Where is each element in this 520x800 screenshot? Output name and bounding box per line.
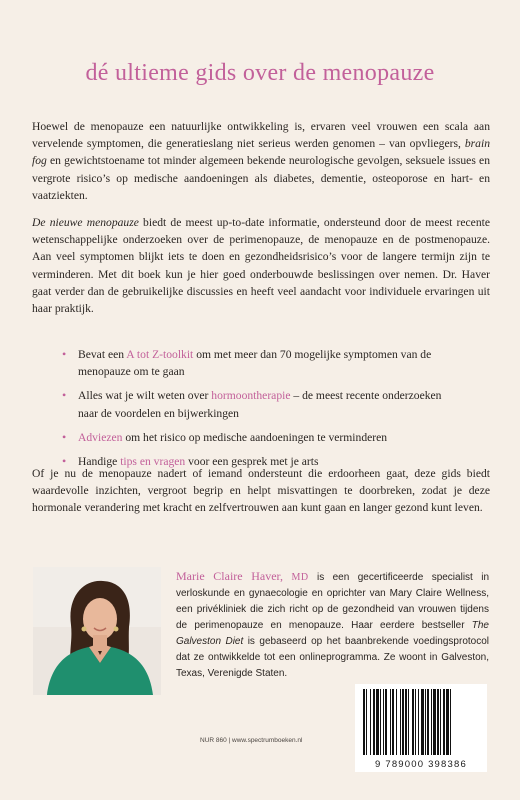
isbn-number: 9 789000 398386 [375,759,467,770]
feature-text: om het risico op medische aandoeningen te verminderen [122,430,388,444]
barcode-bars-icon [363,689,479,755]
bullet-dot-icon: • [62,388,67,403]
bullet-dot-icon: • [62,454,67,469]
feature-text: om met meer dan 70 mogelijke symptomen van de menopauze om te gaan [78,348,432,379]
feature-text: – de meest recente onderzoeken naar de voordelen en bijwerkingen [78,389,442,420]
feature-text: Bevat een [78,348,127,361]
feature-text: Handige [78,455,121,469]
intro-text-2: en gewichtstoename tot minder algemeen bekende neurologische gevolgen, seksuele issues en vergrote risico’s op medische aandoeningen als diabetes, dementie, osteoporose en hart- en vaatziekten. [32,154,490,202]
author-portrait-icon [33,567,161,695]
book-description-paragraph [32,214,490,317]
feature-highlight: tips en vragen [120,455,186,469]
back-cover-headline: dé ultieme gids over de menopauze [85,60,435,86]
feature-list [62,346,462,477]
author-bio-text: is een gecertificeerde specialist in verloskunde en gynaecologie en oprichter van Mary Claire Wellness, een privékliniek die zich richt op de gezondheid van vrouwen tijdens de perimenopauze en menopauze. Haar eerdere bestseller [176,572,489,631]
feature-text: voor een gesprek met je arts [185,455,319,469]
intro-text-1: Hoewel de menopauze een natuurlijke ontwikkeling is, ervaren veel vrouwen een scala aan vervelende symptomen, die generatieslang niet serieus werden genomen – van opvliegers, [32,120,490,151]
intro-italic-term: brain fog [32,137,490,168]
author-bio [176,568,489,682]
bullet-dot-icon: • [62,429,67,444]
feature-item [62,346,462,380]
feature-highlight: hormoontherapie [211,389,291,403]
feature-highlight: Adviezen [78,430,123,444]
feature-item [62,429,462,446]
author-name: Marie Claire Haver, [176,569,284,583]
book-title-italic: De nieuwe menopauze [32,216,139,229]
book-description-text: biedt de meest up-to-date informatie, ondersteund door de meest recente wetenschappelijke onderzoeken over de perimenopauze, de menopauze en de postmenopauze. Aan veel symptomen blijkt iets te doen en gezondheidsrisico’s voor de langere termijn zijn te verminderen. Met dit boek kun je hier goed onderbouwde beslissingen over nemen. Dr. Haver gaat verder dan de gebruikelijke discussies en heeft veel aandacht voor individuele ervaringen uit haar praktijk. [32,216,490,316]
author-bio-text: is gebaseerd op het baanbrekende voedingsprotocol dat ze ontwikkelde tot een onlineprogramma. Ze woont in Galveston, Texas, Verenigde Staten. [176,636,489,679]
author-title: MD [291,572,309,583]
previous-book-title: The Galveston Diet [176,620,489,647]
isbn-barcode [355,684,487,772]
author-photo [33,567,161,695]
intro-paragraph [32,118,490,204]
closing-paragraph: Of je nu de menopauze nadert of iemand ondersteunt die erdoorheen gaat, deze gids biedt waardevolle inzichten, vergroot begrip en helpt misvattingen te doorbreken, zodat je deze hormonale verandering met kracht en zelfvertrouwen aan kunt gaan en langer gezond kunt leven. [32,467,490,515]
feature-highlight: A tot Z-toolkit [126,348,194,361]
publisher-footer: NUR 860 | www.spectrumboeken.nl [200,737,303,744]
feature-item [62,387,462,421]
feature-text: Alles wat je wilt weten over [78,389,212,403]
bullet-dot-icon: • [62,347,67,361]
